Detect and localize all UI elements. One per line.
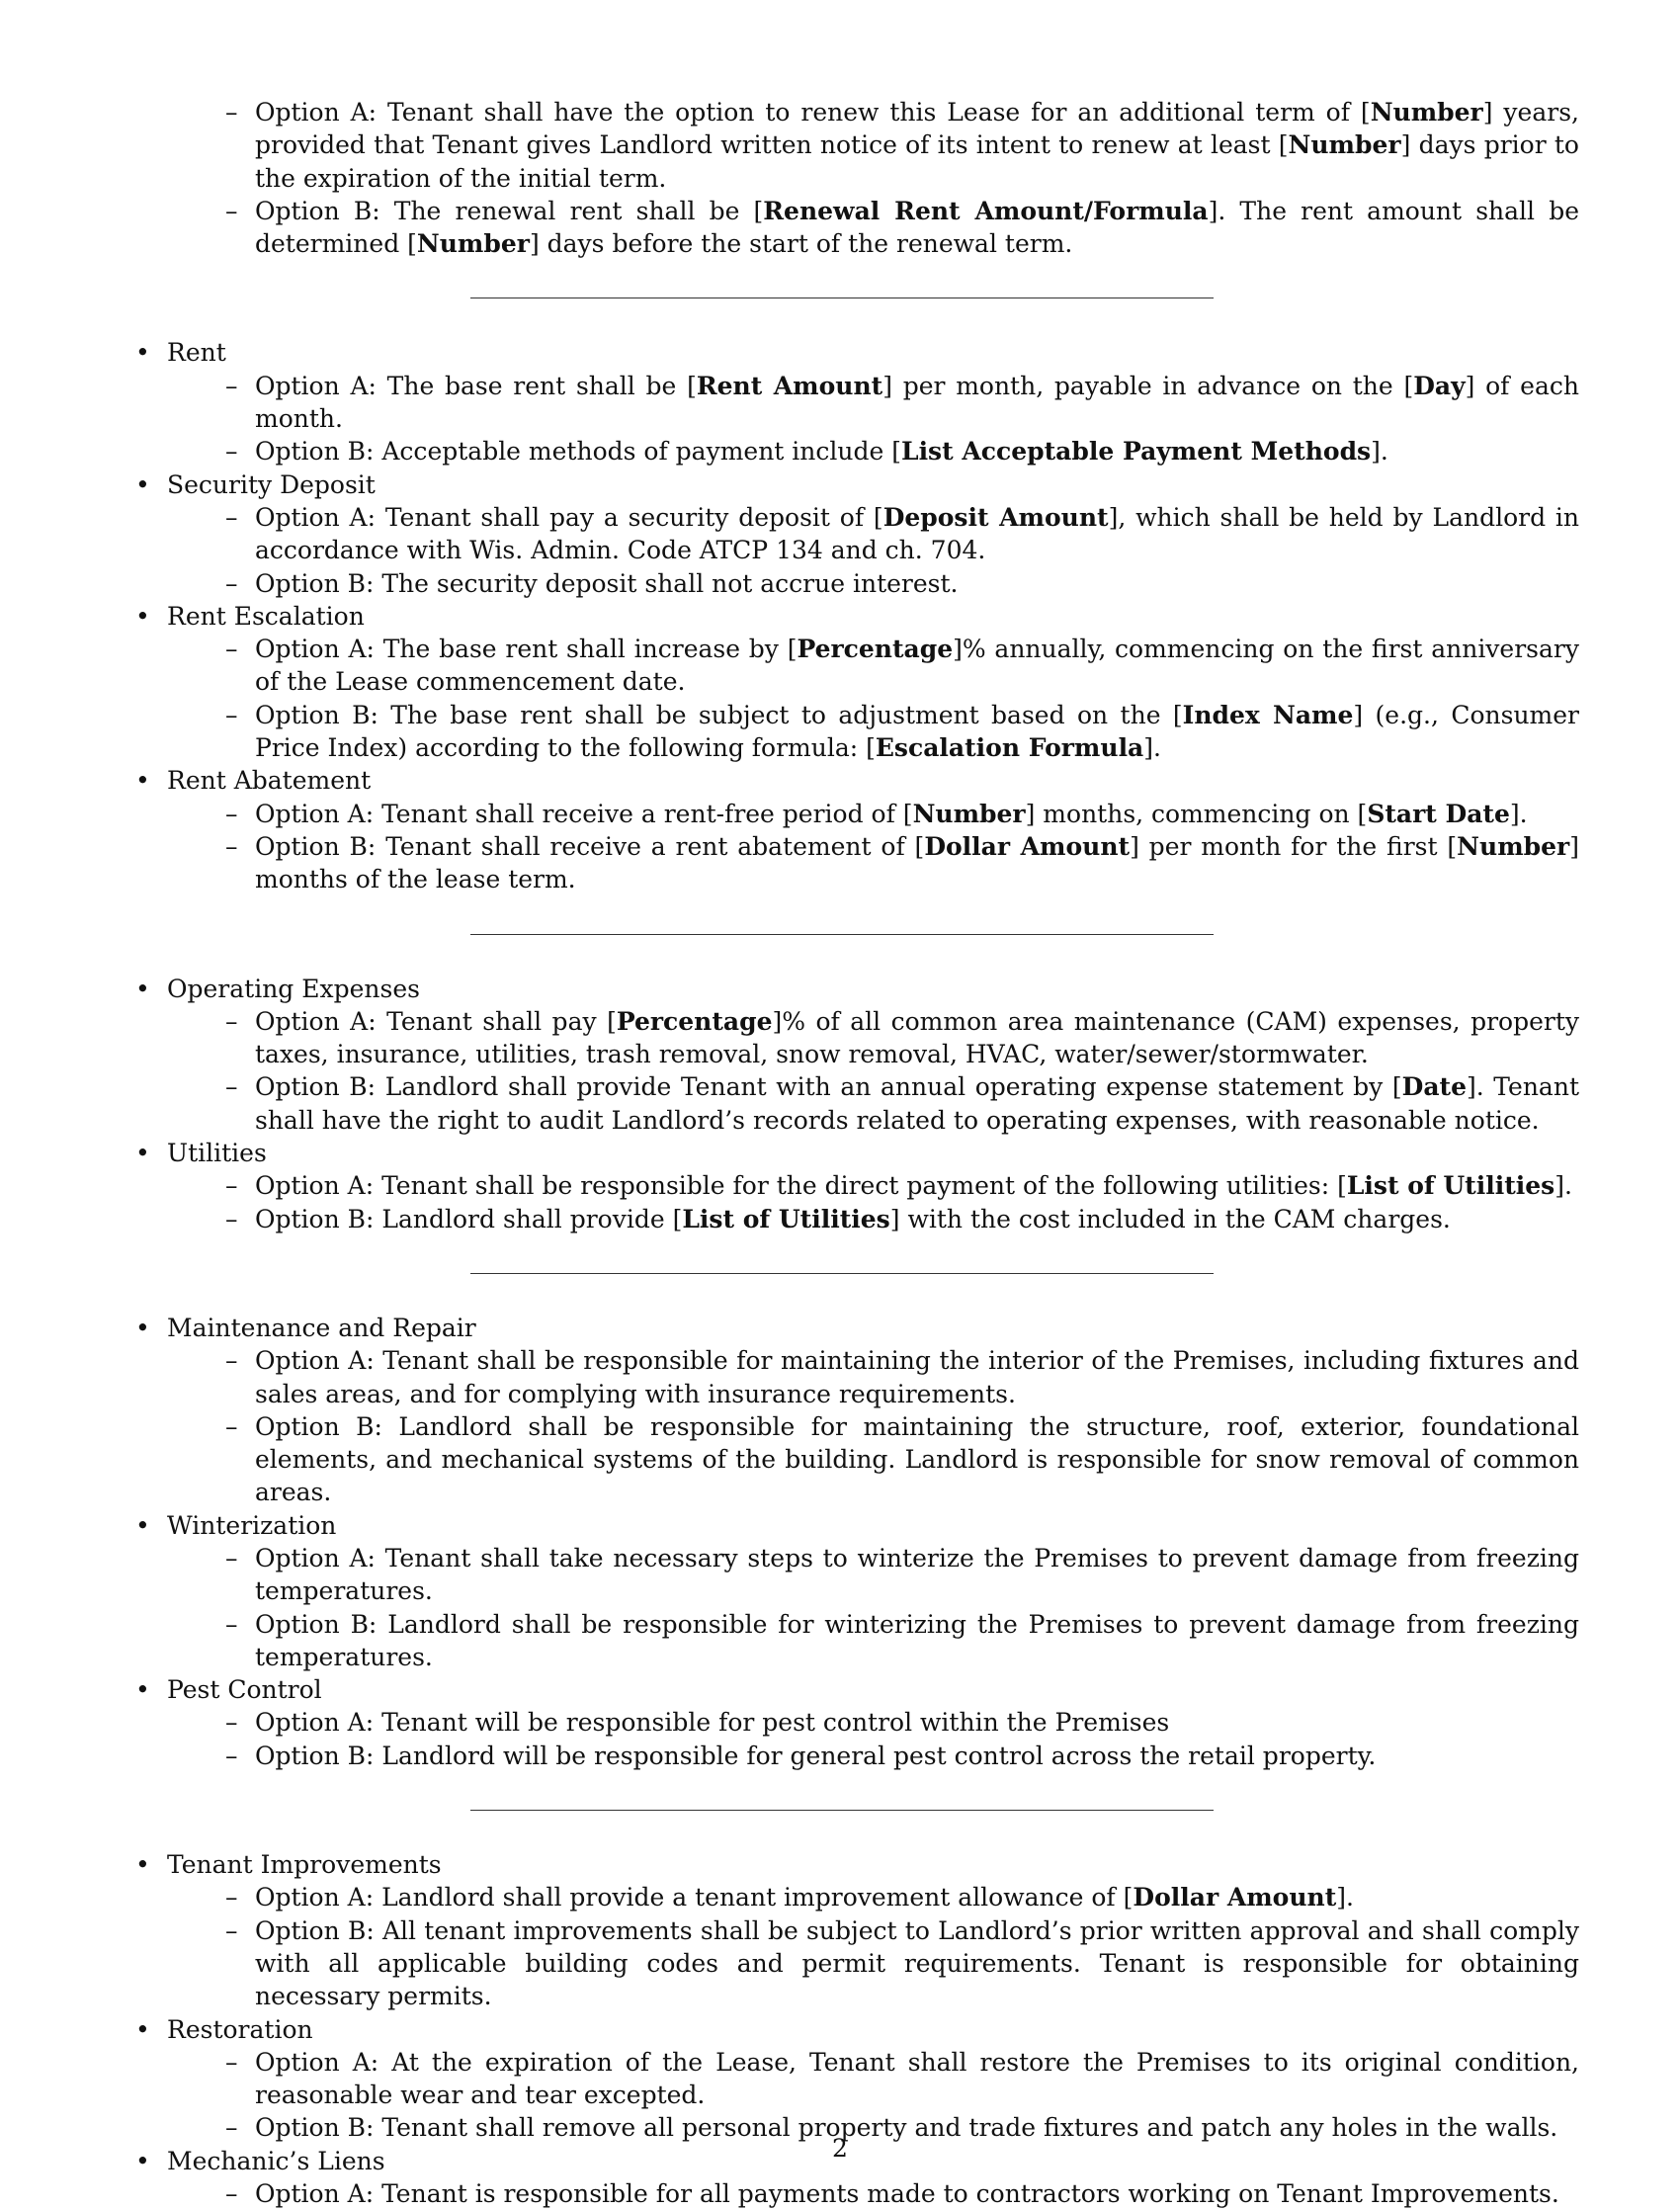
placeholder-field: Deposit Amount (882, 502, 1109, 532)
option-text: ]. (1336, 1883, 1354, 1912)
placeholder-field: Date (1401, 1072, 1467, 1102)
options-list (167, 1005, 1579, 1137)
option-text: Option B: The base rent shall be subject to adjustment based on the [ (255, 700, 1183, 729)
section-item-title: Utilities (167, 1139, 267, 1168)
option-text: Option B: Landlord shall be responsible for winterizing the Premises to prevent damage from freezing temperatures. (255, 1609, 1579, 1671)
option-item (225, 1005, 1579, 1071)
option-item (225, 1344, 1579, 1410)
option-item (225, 501, 1579, 567)
placeholder-field: Number (1288, 130, 1401, 160)
option-item (225, 699, 1579, 765)
placeholder-field: Dollar Amount (924, 831, 1131, 861)
section-divider (470, 1273, 1214, 1274)
section-item-operating-expenses (131, 973, 1579, 1137)
placeholder-field: Index Name (1182, 700, 1354, 729)
option-text: ] of each month. (255, 371, 1579, 434)
section-item-title: Restoration (167, 2014, 313, 2044)
section-item-utilities (131, 1137, 1579, 1235)
option-item (225, 195, 1579, 261)
section-item-title: Operating Expenses (167, 974, 420, 1003)
placeholder-field: Rent Amount (696, 371, 883, 400)
placeholder-field: List Acceptable Payment Methods (900, 437, 1372, 467)
section-item-title: Mechanic’s Liens (167, 2146, 385, 2175)
option-text: Option A: The base rent shall be [ (255, 371, 697, 400)
options-list (167, 2177, 1579, 2210)
option-text: Option A: Tenant shall pay a security deposit of [ (255, 502, 883, 532)
option-text: ] days prior to the expiration of the initial term. (255, 130, 1579, 193)
option-text: Option A: The base rent shall increase by [ (255, 635, 798, 664)
option-text: ]. (1371, 437, 1388, 467)
section-item-rent (131, 336, 1579, 468)
section-item-title: Pest Control (167, 1675, 322, 1705)
options-list (167, 798, 1579, 896)
option-text: Option A: Tenant is responsible for all payments made to contractors working on Tenant Improvements. (255, 2179, 1559, 2209)
section-item-rent-abatement (131, 764, 1579, 895)
option-text: Option B: Landlord shall provide Tenant with an annual operating expense statement by [ (255, 1072, 1402, 1102)
options-list (167, 501, 1579, 600)
options-list (167, 1706, 1579, 1772)
option-item (225, 2046, 1579, 2112)
section-item-restoration (131, 2013, 1579, 2145)
option-item (225, 1608, 1579, 1674)
section-item-maintenance-and-repair (131, 1312, 1579, 1509)
option-text: Option B: The security deposit shall not accrue interest. (255, 568, 959, 598)
section-item-rent-escalation (131, 600, 1579, 764)
option-text: Option B: All tenant improvements shall be subject to Landlord’s prior written approval and shall comply with all applicable building codes and permit requirements. Tenant is responsible for obtaining necessary permits. (255, 1915, 1579, 2011)
option-item (225, 2177, 1579, 2210)
option-text: ] months of the lease term. (255, 831, 1579, 894)
option-text: ]% of all common area maintenance (CAM) expenses, property taxes, insurance, utilities, trash removal, snow removal, HVAC, water/sewer/stormwater. (255, 1006, 1579, 1069)
option-item (225, 567, 1579, 600)
page-content (131, 96, 1579, 2210)
option-item (225, 1410, 1579, 1509)
placeholder-field: Start Date (1367, 799, 1510, 828)
option-text: Option B: Landlord shall provide [ (255, 1204, 683, 1233)
option-text: ], which shall be held by Landlord in accordance with Wis. Admin. Code ATCP 134 and ch. 704. (255, 502, 1580, 565)
options-list (167, 633, 1579, 764)
option-text: ]. (1509, 799, 1528, 828)
option-item (225, 1706, 1579, 1739)
section-item-winterization (131, 1509, 1579, 1673)
placeholder-field: List of Utilities (1346, 1171, 1555, 1201)
option-item (225, 370, 1579, 436)
option-text: Option A: Tenant shall be responsible for the direct payment of the following utilities: [ (255, 1171, 1347, 1201)
option-text: Option B: Tenant shall receive a rent abatement of [ (255, 831, 925, 861)
option-text: ] (e.g., Consumer Price Index) according to the following formula: [ (255, 700, 1580, 763)
section-item-title: Rent Escalation (167, 601, 365, 631)
option-text: Option B: The renewal rent shall be [ (255, 196, 764, 225)
option-text: ] with the cost included in the CAM charges. (889, 1204, 1451, 1233)
option-text: Option A: Tenant shall have the option to renew this Lease for an additional term of [ (255, 98, 1371, 127)
section-item-pest-control (131, 1673, 1579, 1772)
option-text: ] days before the start of the renewal term. (529, 229, 1073, 259)
placeholder-field: Number (1370, 98, 1483, 127)
option-item (225, 830, 1579, 896)
option-text: Option A: Tenant shall pay [ (255, 1006, 617, 1036)
placeholder-field: Escalation Formula (875, 733, 1144, 763)
option-text: Option A: Landlord shall provide a tenant improvement allowance of [ (255, 1883, 1134, 1912)
option-text: ] per month for the first [ (1130, 831, 1458, 861)
placeholder-field: Percentage (616, 1006, 773, 1036)
option-item (225, 798, 1579, 830)
option-text: Option B: Tenant shall remove all personal property and trade fixtures and patch any holes in the walls. (255, 2113, 1558, 2143)
section-item-tenant-improvements (131, 1848, 1579, 2012)
option-item (225, 633, 1579, 699)
option-text: ] years, provided that Tenant gives Landlord written notice of its intent to renew at least [ (255, 98, 1579, 160)
option-item (225, 96, 1579, 195)
option-text: Option A: Tenant shall receive a rent-free period of [ (255, 799, 913, 828)
page-number: 2 (832, 2134, 848, 2163)
section-item-title: Winterization (167, 1510, 337, 1540)
option-item (225, 435, 1579, 468)
options-list (167, 1881, 1579, 2012)
options-list (167, 2046, 1579, 2145)
option-item (225, 1914, 1579, 2013)
option-text: Option B: Acceptable methods of payment include [ (255, 437, 901, 467)
placeholder-field: Number (416, 229, 530, 259)
option-text: Option A: Tenant shall be responsible for maintaining the interior of the Premises, including fixtures and sales areas, and for complying with insurance requirements. (255, 1346, 1579, 1408)
option-item (225, 1169, 1579, 1202)
option-text: ]. (1143, 733, 1161, 763)
placeholder-field: Day (1413, 371, 1466, 400)
option-text: ] months, commencing on [ (1025, 799, 1368, 828)
section-item-title: Tenant Improvements (167, 1850, 442, 1880)
option-text: ]. (1554, 1171, 1572, 1201)
section-item-security-deposit (131, 468, 1579, 600)
placeholder-field: Number (1457, 831, 1570, 861)
option-item (225, 1881, 1579, 1913)
options-list (167, 370, 1579, 468)
option-text: ]. The rent amount shall be determined [ (255, 196, 1579, 259)
renewal-options-list (131, 96, 1579, 260)
placeholder-field: Renewal Rent Amount/Formula (763, 196, 1209, 225)
section-maintenance (131, 1312, 1579, 1772)
section-item-title: Security Deposit (167, 469, 376, 499)
section-item-title: Maintenance and Repair (167, 1313, 476, 1342)
option-item (225, 1740, 1579, 1772)
placeholder-field: Percentage (797, 635, 954, 664)
placeholder-field: List of Utilities (682, 1204, 890, 1233)
placeholder-field: Number (912, 799, 1026, 828)
option-text: ]% annually, commencing on the first anniversary of the Lease commencement date. (255, 635, 1579, 697)
section-item-title: Rent Abatement (167, 766, 372, 796)
placeholder-field: Dollar Amount (1133, 1883, 1337, 1912)
options-list (167, 1169, 1579, 1235)
options-list (167, 1542, 1579, 1673)
section-rent-terms (131, 336, 1579, 895)
option-text: Option A: At the expiration of the Lease, Tenant shall restore the Premises to its original condition, reasonable wear and tear excepted. (255, 2047, 1579, 2110)
option-text: Option B: Landlord will be responsible for general pest control across the retail property. (255, 1741, 1377, 1770)
section-item-title: Rent (167, 338, 226, 368)
section-divider (470, 934, 1214, 935)
section-divider (470, 1810, 1214, 1811)
option-item (225, 1203, 1579, 1235)
option-item (225, 1070, 1579, 1137)
option-text: Option A: Tenant shall take necessary steps to winterize the Premises to prevent damage from freezing temperatures. (255, 1543, 1579, 1606)
option-text: ]. Tenant shall have the right to audit Landlord’s records related to operating expenses, with reasonable notice. (255, 1072, 1579, 1135)
option-text: Option B: Landlord shall be responsible for maintaining the structure, roof, exterior, foundational elements, and mechanical systems of the building. Landlord is responsible for snow removal of common areas. (255, 1411, 1579, 1507)
options-list (167, 1344, 1579, 1508)
option-item (225, 1542, 1579, 1608)
option-text: Option A: Tenant will be responsible for pest control within the Premises (255, 1708, 1170, 1738)
section-expenses (131, 973, 1579, 1235)
option-text: ] per month, payable in advance on the [ (882, 371, 1414, 400)
